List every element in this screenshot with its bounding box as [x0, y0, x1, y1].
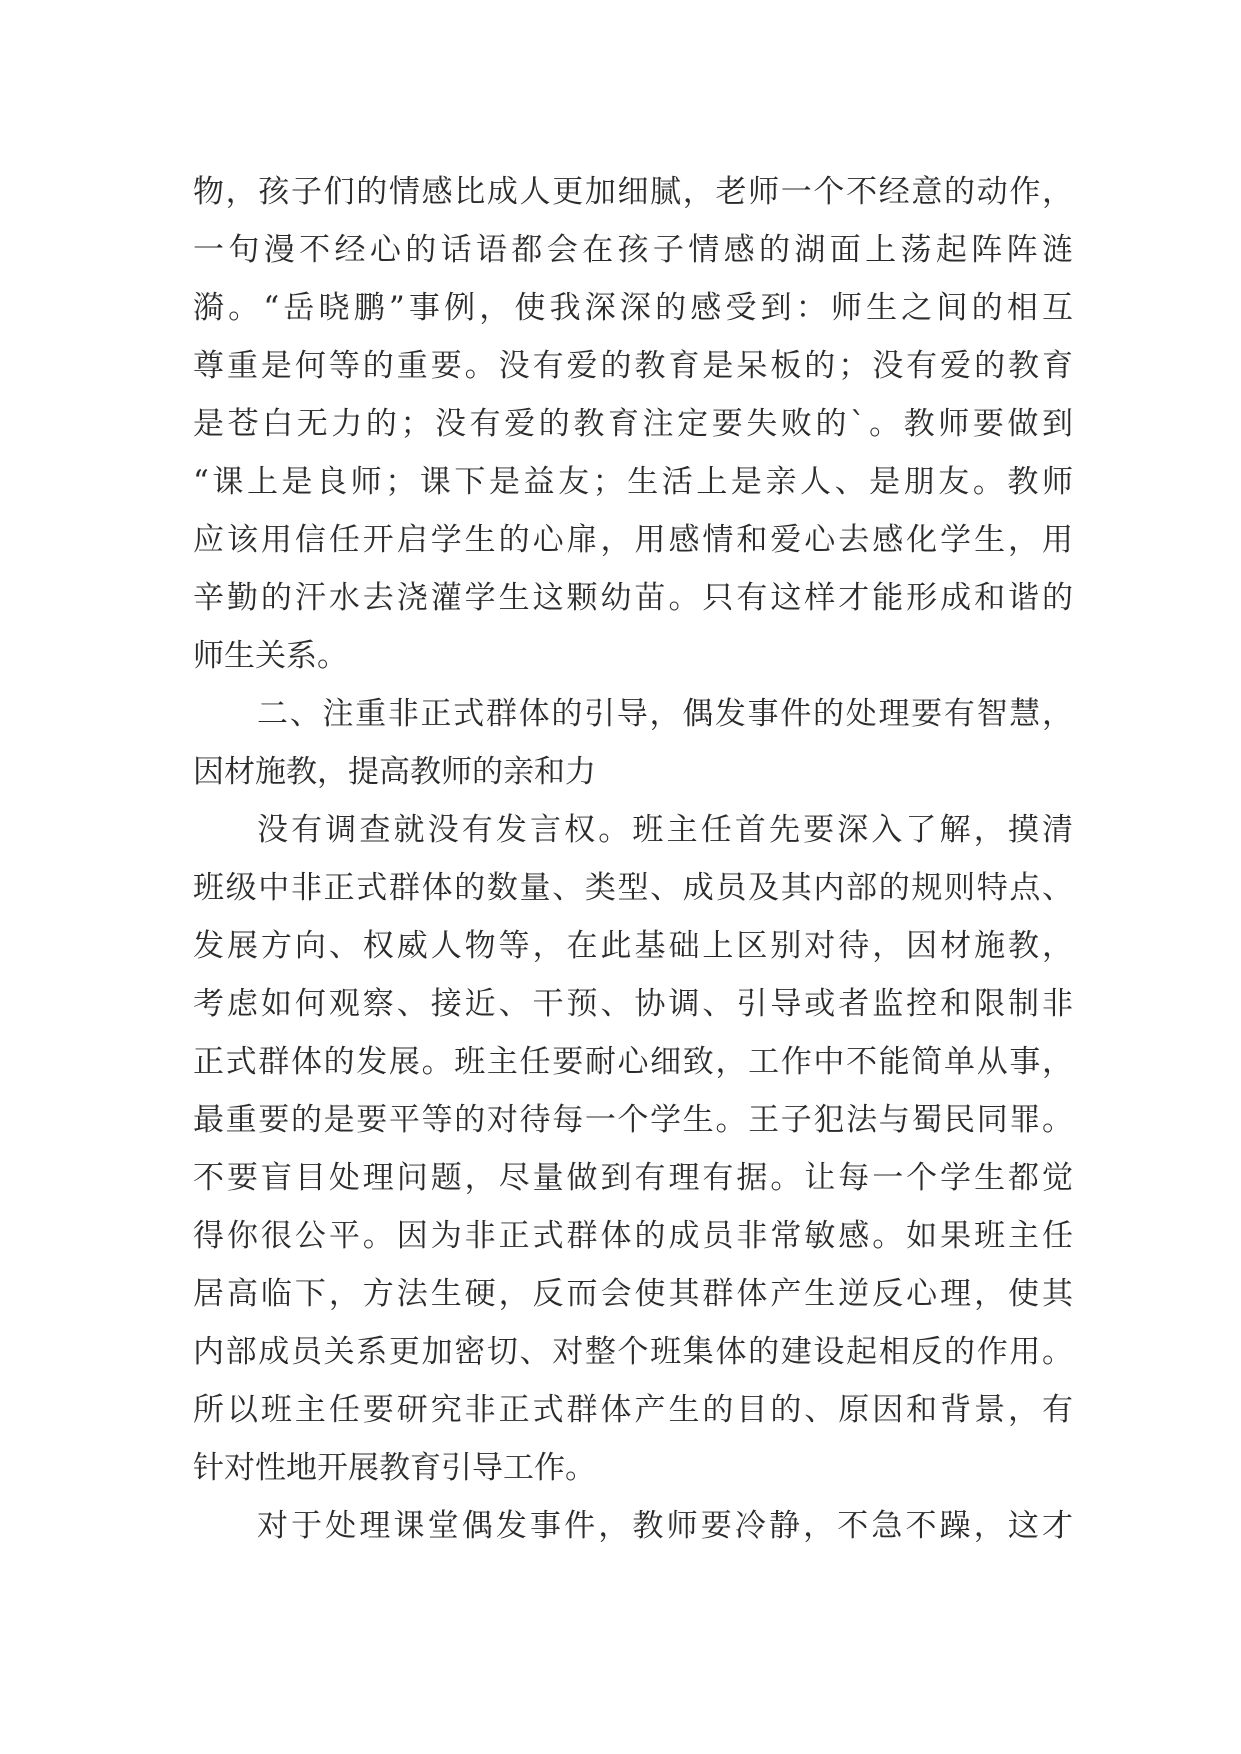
text-line: “课上是良师；课下是益友；生活上是亲人、是朋友。教师 — [193, 464, 1073, 500]
text-line: 师生关系。 — [193, 638, 348, 674]
body-text — [193, 163, 1073, 1555]
text-line: 居高临下，方法生硬，反而会使其群体产生逆反心理，使其 — [193, 1276, 1073, 1312]
text-line: 一句漫不经心的话语都会在孩子情感的湖面上荡起阵阵涟 — [193, 232, 1073, 268]
text-line: 班级中非正式群体的数量、类型、成员及其内部的规则特点、 — [193, 870, 1073, 906]
text-line: 物，孩子们的情感比成人更加细腻，老师一个不经意的动作， — [193, 174, 1073, 210]
section-heading-line: 二、注重非正式群体的引导，偶发事件的处理要有智慧， — [257, 696, 1073, 732]
text-line: 没有调查就没有发言权。班主任首先要深入了解，摸清 — [257, 812, 1073, 848]
text-line: 漪。“岳晓鹏”事例，使我深深的感受到：师生之间的相互 — [193, 290, 1073, 326]
text-line: 得你很公平。因为非正式群体的成员非常敏感。如果班主任 — [193, 1218, 1073, 1254]
text-line: 是苍白无力的；没有爱的教育注定要失败的`。教师要做到 — [193, 406, 1073, 442]
text-line: 所以班主任要研究非正式群体产生的目的、原因和背景，有 — [193, 1392, 1073, 1428]
text-line: 发展方向、权威人物等，在此基础上区别对待，因材施教， — [193, 928, 1073, 964]
text-line: 正式群体的发展。班主任要耐心细致，工作中不能简单从事， — [193, 1044, 1073, 1080]
text-line: 对于处理课堂偶发事件，教师要冷静，不急不躁，这才 — [257, 1508, 1073, 1544]
text-line: 考虑如何观察、接近、干预、协调、引导或者监控和限制非 — [193, 986, 1073, 1022]
section-heading-line: 因材施教，提高教师的亲和力 — [193, 754, 596, 790]
text-line: 辛勤的汗水去浇灌学生这颗幼苗。只有这样才能形成和谐的 — [193, 580, 1073, 616]
text-line: 尊重是何等的重要。没有爱的教育是呆板的；没有爱的教育 — [193, 348, 1073, 384]
text-line: 最重要的是要平等的对待每一个学生。王子犯法与蜀民同罪。 — [193, 1102, 1073, 1138]
text-line: 针对性地开展教育引导工作。 — [193, 1450, 596, 1486]
text-line: 不要盲目处理问题，尽量做到有理有据。让每一个学生都觉 — [193, 1160, 1073, 1196]
text-line: 内部成员关系更加密切、对整个班集体的建设起相反的作用。 — [193, 1334, 1073, 1370]
text-line: 应该用信任开启学生的心扉，用感情和爱心去感化学生，用 — [193, 522, 1073, 558]
